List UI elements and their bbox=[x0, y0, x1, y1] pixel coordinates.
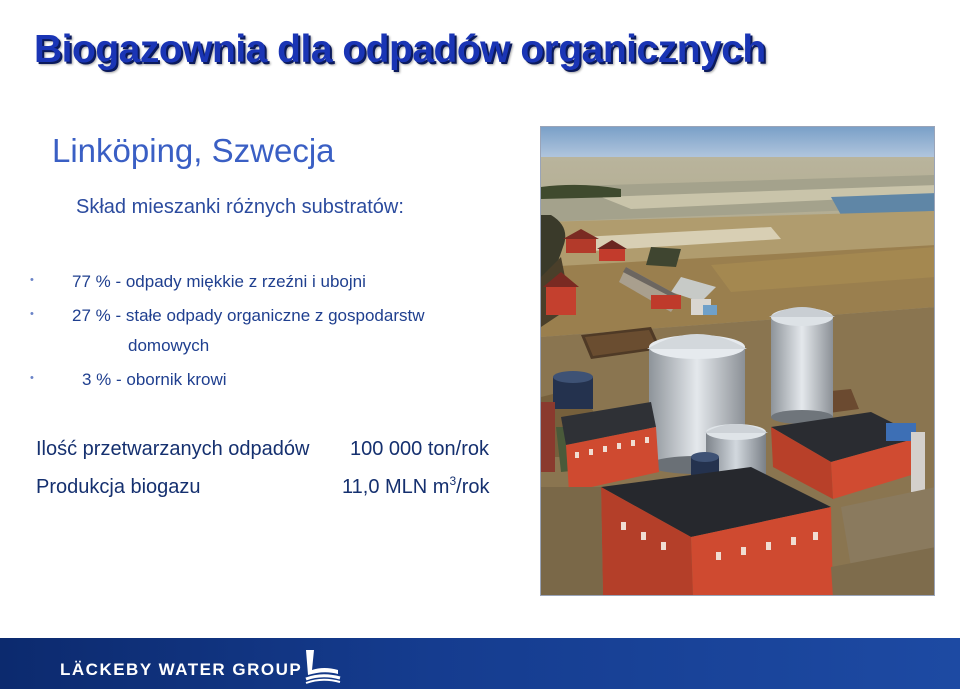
bullet-icon: • bbox=[30, 274, 34, 286]
list-item bbox=[30, 272, 424, 306]
page-title: Biogazownia dla odpadów organicznych bbox=[34, 28, 766, 71]
bullet-icon: • bbox=[30, 372, 34, 384]
stat-value: 100 000 ton/rok bbox=[350, 438, 489, 460]
stat-value-prefix: 11,0 MLN m bbox=[342, 476, 450, 498]
stat-value-exponent: 3 bbox=[449, 474, 457, 488]
stat-value bbox=[342, 476, 489, 499]
waves-logo-icon bbox=[302, 648, 342, 689]
location-subtitle: Linköping, Szwecja bbox=[52, 132, 335, 169]
stat-label: Ilość przetwarzanych odpadów bbox=[36, 438, 310, 460]
bullet-icon: • bbox=[30, 308, 34, 320]
stat-value-suffix: /rok bbox=[456, 476, 490, 498]
list-item-text: 77 % - odpady miękkie z rzeźni i ubojni bbox=[72, 272, 366, 291]
stat-label: Produkcja biogazu bbox=[36, 476, 201, 498]
list-item-text: domowych bbox=[128, 336, 210, 355]
mix-intro-text: Skład mieszanki różnych substratów: bbox=[76, 196, 404, 218]
list-item-text: 3 % - obornik krowi bbox=[82, 370, 227, 389]
footer-bar bbox=[0, 638, 960, 689]
list-item-text: 27 % - stałe odpady organiczne z gospodarstw bbox=[72, 306, 425, 325]
biogas-plant-photo bbox=[540, 126, 935, 596]
list-item bbox=[30, 306, 424, 336]
list-item bbox=[30, 370, 424, 390]
company-name: LÄCKEBY WATER GROUP bbox=[60, 660, 303, 679]
substrate-list bbox=[30, 272, 424, 390]
list-item-continuation bbox=[30, 336, 424, 370]
